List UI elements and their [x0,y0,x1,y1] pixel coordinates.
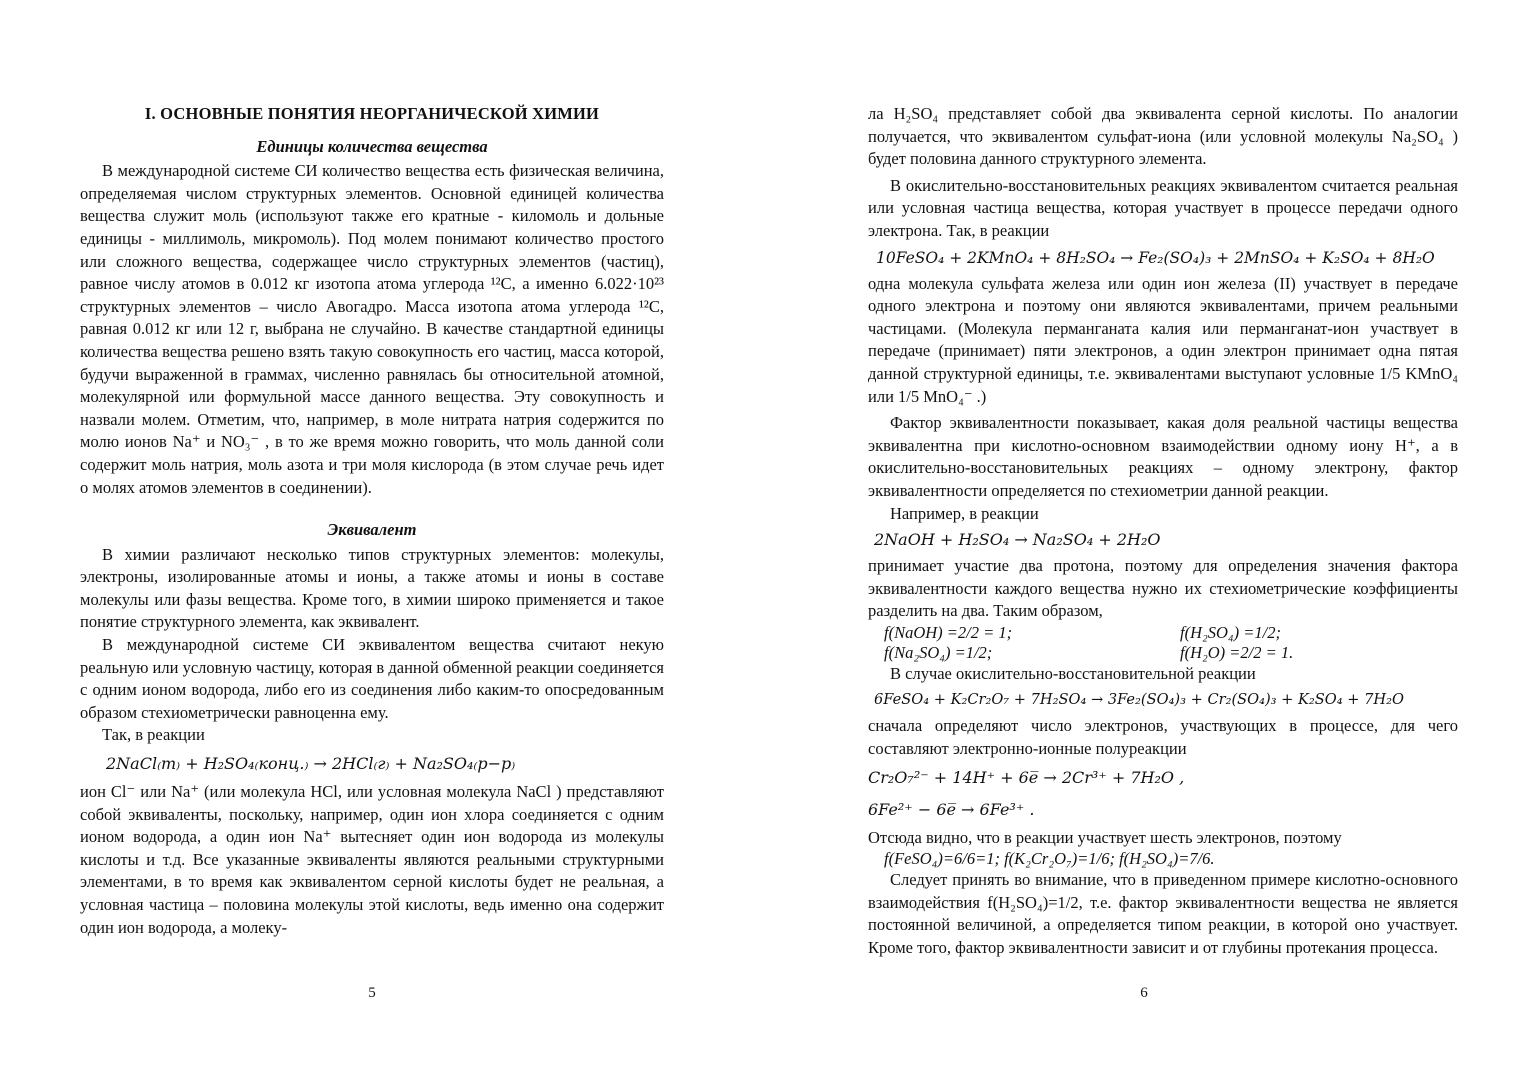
factor-h2so4: f(H₂SO₄) =1/2; [1180,622,1281,642]
equation-naoh: 2NaOH + H₂SO₄ → Na₂SO₄ + 2H₂O [874,530,1161,550]
page-number-left: 5 [368,985,376,1001]
paragraph-sulfuric: ла H₂SO₄ представляет собой два эквивалента серной кислоты. По аналогии получается, что эквивалентом сульфат-иона (или условной молекулы Na₂SO₄ ) будет половина данного структурного элемента. [868,104,1458,169]
chapter-title: I. ОСНОВНЫЕ ПОНЯТИЯ НЕОРГАНИЧЕСКОЙ ХИМИИ [144,104,600,123]
equation-half-fe: 6Fe²⁺ − 6e̅ → 6Fe³⁺ . [868,799,1035,819]
factor-naoh: f(NaOH) =2/2 = 1; [884,622,1013,642]
paragraph-equivalent-4: ион Cl⁻ или Na⁺ (или молекула HCl, или условная молекула NaCl ) представляют собой эквиваленты, поскольку, например, один ион хлора соединяется с одним ионом водорода, а один ион Na⁺ вытесняет один ион водорода из молекулы кислоты и т.д. Все указанные эквиваленты являются реальными структурными элементами, в то время как эквивалентом серной кислоты будет не реальная, а условная частица – половина молекулы этой кислоты, ведь именно она содержит один ион водорода, а молеку- [80,782,664,937]
paragraph-example: Например, в реакции [890,503,1039,523]
paragraph-half-reactions: сначала определяют число электронов, участвующих в процессе, для чего составляют электронно-ионные полуреакции [868,716,1458,759]
paragraph-redox-case: В случае окислительно-восстановительной реакции [890,663,1256,683]
equation-kmno4: 10FeSO₄ + 2KMnO₄ + 8H₂SO₄ → Fe₂(SO₄)₃ + 2MnSO₄ + K₂SO₄ + 8H₂O [876,248,1435,267]
factor-h2o: f(H₂O) =2/2 = 1. [1180,642,1294,662]
section-heading-equivalent: Эквивалент [327,520,417,540]
paragraph-units: В международной системе СИ количество вещества есть физическая величина, определяемая числом структурных элементов. Основной единицей количества вещества служит моль (используют также его кратные - киломоль и дольные единицы - миллимоль, микромоль). Под молем понимают количество простого или сложного вещества, содержащее число структурных элементов (частиц), равное числу атомов в 0.012 кг изотопа атома углерода ¹²С, а именно 6.022·10²³ структурных элементов – число Авогадро. Масса изотопа атома углерода ¹²С, равная 0.012 кг или 12 г, выбрана не случайно. В качестве стандартной единицы количества вещества решено взять такую совокупность его частиц, масса которой, будучи выраженной в граммах, численно равнялась бы относительной атомной, молекулярной или формульной массе данного вещества. Эту совокупность и назвали молем. Отметим, что, например, в моле нитрата натрия содержится по молю ионов Na⁺ и NO₃⁻ , в то же время можно говорить, что моль данной соли содержит моль натрия, моль азота и три моля кислорода (в этом случае речь идет о молях атомов элементов в соединении). [80,161,664,497]
paragraph-equivalent-1: В химии различают несколько типов структурных элементов: молекулы, электроны, изолированные атомы и ионы, а также атомы и ионы в составе молекулы или фазы вещества. Кроме того, в химии широко применяется и такое понятие структурного элемента, как эквивалент. [80,544,664,632]
factor-row-3: f(FeSO₄)=6/6=1; f(K₂Cr₂O₇)=1/6; f(H₂SO₄)=7/6. [884,849,1215,869]
section-heading-units: Единицы количества вещества [256,136,488,156]
paragraph-equivalent-2: В международной системе СИ эквивалентом вещества считают некую реальную или условную частицу, которая в данной обменной реакции соединяется с одним ионом водорода, либо его из соединения либо каким-то опосредованным образом стехиометрически равноценна ему. [80,635,664,722]
factor-row-2 [884,643,1458,663]
factor-row-1 [884,623,1458,643]
paragraph-redox-equivalent: В окислительно-восстановительных реакциях эквивалентом считается реальная или условная частица вещества, которая участвует в процессе передачи одного электрона. Так, в реакции [868,175,1458,240]
equation-nacl: 2NaCl₍т₎ + H₂SO₄₍конц.₎ → 2HCl₍г₎ + Na₂SO₄₍р−р₎ [106,754,516,774]
equation-dichromate: 6FeSO₄ + K₂Cr₂O₇ + 7H₂SO₄ → 3Fe₂(SO₄)₃ + Cr₂(SO₄)₃ + K₂SO₄ + 7H₂O [874,691,1404,709]
paragraph-factor: Фактор эквивалентности показывает, какая доля реальной частицы вещества эквивалентна при кислотно-основном взаимодействии одному иону H⁺, а в окислительно-восстановительных реакциях – одному электрону, фактор эквивалентности определяется по стехиометрии данной реакции. [868,413,1458,500]
paragraph-six-electrons: Отсюда видно, что в реакции участвует шесть электронов, поэтому [868,827,1342,847]
factor-na2so4: f(Na₂SO₄) =1/2; [884,642,993,662]
paragraph-protons: принимает участие два протона, поэтому для определения значения фактора эквивалентности каждого вещества нужно их стехиометрические коэффициенты разделить на два. Таким образом, [868,556,1458,621]
page-number-right: 6 [1140,985,1148,1001]
right-page [764,0,1528,1080]
paragraph-iron-sulfate: одна молекула сульфата железа или один ион железа (II) участвует в передаче одного электрона и поэтому они являются эквивалентами, причем реальными частицами. (Молекула перманганата калия или перманганат-ион участвует в передаче (принимает) пяти электронов, а один электрон принимает одна пятая данной структурной единицы, т.е. эквивалентами выступают условные 1/5 KMnO₄ или 1/5 MnO₄⁻ .) [868,273,1458,406]
paragraph-equivalent-3: Так, в реакции [102,725,205,745]
equation-half-cr: Cr₂O₇²⁻ + 14H⁺ + 6e̅ → 2Cr³⁺ + 7H₂O , [868,767,1185,787]
left-page-column [80,103,664,939]
right-page-column [868,103,1458,960]
paragraph-conclusion: Следует принять во внимание, что в приведенном примере кислотно-основного взаимодействия f(H₂SO₄)=1/2, т.е. фактор эквивалентности вещества не является постоянной величиной, а определяется типом реакции, в которой оно участвует. Кроме того, фактор эквивалентности зависит и от глубины протекания процесса. [868,870,1458,958]
